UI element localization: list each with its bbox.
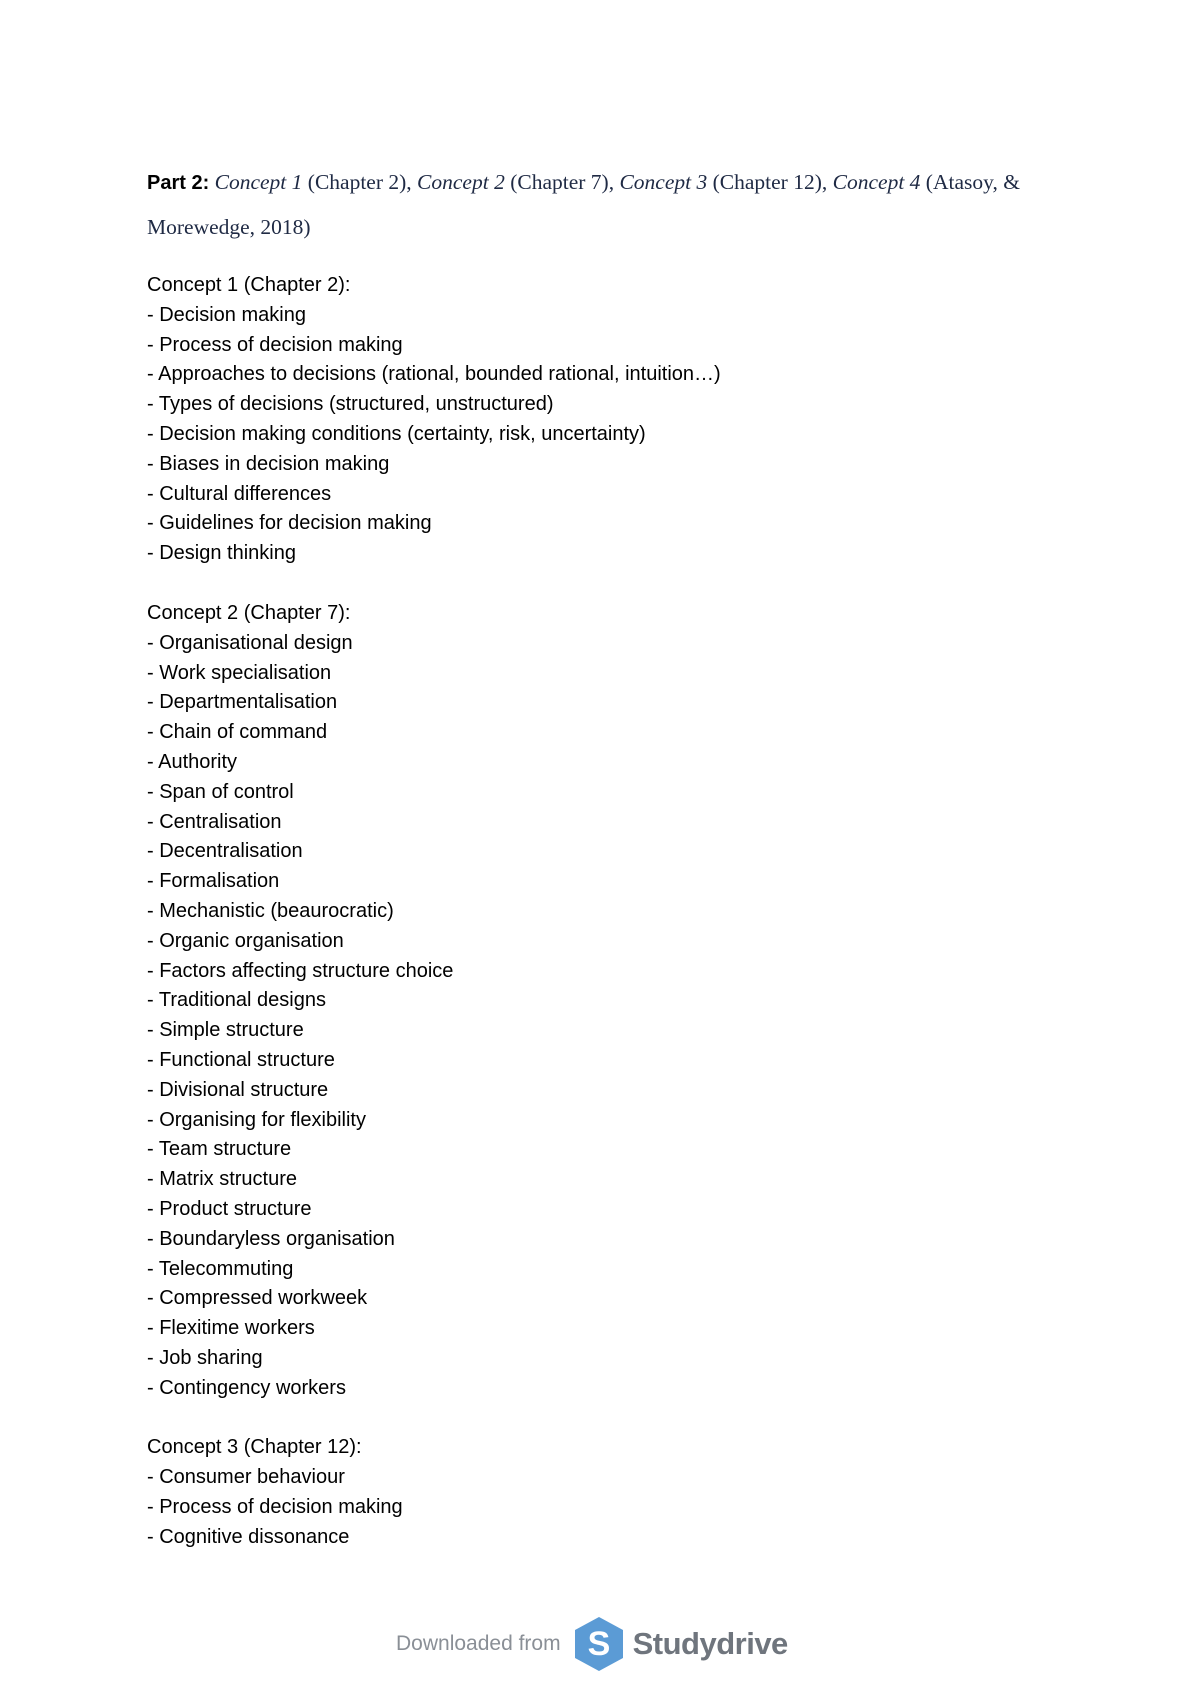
list-item: - Process of decision making — [147, 333, 403, 356]
list-item: - Process of decision making — [147, 1496, 403, 1519]
list-item: - Biases in decision making — [147, 452, 390, 475]
list-item: - Chain of command — [147, 721, 328, 744]
list-item: - Flexitime workers — [147, 1317, 315, 1340]
list-item: - Types of decisions (structured, unstructured) — [147, 393, 554, 416]
list-item: - Team structure — [147, 1138, 292, 1161]
concept-block — [147, 271, 1047, 569]
concept-items — [147, 1463, 1047, 1552]
list-item: - Departmentalisation — [147, 691, 338, 714]
list-item: - Guidelines for decision making — [147, 512, 432, 535]
download-footer[interactable] — [396, 1614, 788, 1674]
list-item: - Cultural differences — [147, 482, 332, 505]
list-item: - Compressed workweek — [147, 1287, 368, 1310]
concept-4-ref: (Atasoy, & Morewedge, 2018) — [147, 170, 1020, 239]
concept-2-link: Concept 2 — [417, 170, 505, 194]
list-item: - Formalisation — [147, 870, 280, 893]
list-item: - Decentralisation — [147, 840, 303, 863]
concept-block — [147, 1433, 1047, 1552]
concept-items — [147, 301, 1047, 569]
list-item: - Consumer behaviour — [147, 1466, 345, 1489]
list-item: - Decision making conditions (certainty, risk, uncertainty) — [147, 422, 646, 445]
concept-title: Concept 1 (Chapter 2): — [147, 274, 351, 296]
list-item: - Telecommuting — [147, 1257, 294, 1280]
list-item: - Divisional structure — [147, 1078, 329, 1101]
part-heading — [147, 160, 1027, 249]
list-item: - Organising for flexibility — [147, 1108, 366, 1131]
concept-items — [147, 629, 1047, 1404]
list-item: - Traditional designs — [147, 989, 326, 1012]
part-label: Part 2: — [147, 172, 210, 194]
list-item: - Matrix structure — [147, 1168, 298, 1191]
concept-3-link: Concept 3 — [619, 170, 708, 194]
concept-3-ref: (Chapter 12), — [707, 170, 833, 194]
concept-list — [147, 271, 1047, 1583]
list-item: - Design thinking — [147, 542, 296, 565]
studydrive-logo-icon — [573, 1616, 625, 1672]
concept-1-link: Concept 1 — [214, 170, 303, 194]
list-item: - Mechanistic (beaurocratic) — [147, 899, 394, 922]
list-item: - Job sharing — [147, 1346, 263, 1369]
concept-title: Concept 3 (Chapter 12): — [147, 1436, 362, 1459]
list-item: - Functional structure — [147, 1048, 335, 1071]
concept-block — [147, 599, 1047, 1404]
list-item: - Contingency workers — [147, 1376, 346, 1399]
list-item: - Product structure — [147, 1197, 312, 1220]
list-item: - Span of control — [147, 780, 294, 803]
concept-4-link: Concept 4 — [832, 170, 921, 194]
list-item: - Authority — [147, 750, 238, 773]
list-item: - Factors affecting structure choice — [147, 959, 454, 982]
concept-2-ref: (Chapter 7), — [504, 170, 620, 194]
list-item: - Cognitive dissonance — [147, 1525, 350, 1548]
list-item: - Organisational design — [147, 631, 353, 654]
concept-1-ref: (Chapter 2), — [302, 170, 418, 194]
list-item: - Simple structure — [147, 1019, 304, 1042]
list-item: - Decision making — [147, 303, 306, 326]
studydrive-brand: Studydrive — [632, 1626, 788, 1661]
list-item: - Boundaryless organisation — [147, 1227, 395, 1250]
concept-title: Concept 2 (Chapter 7): — [147, 601, 351, 624]
list-item: - Centralisation — [147, 810, 282, 833]
list-item: - Approaches to decisions (rational, bounded rational, intuition…) — [147, 363, 721, 386]
list-item: - Organic organisation — [147, 929, 344, 952]
svg-text:S: S — [587, 1625, 610, 1663]
downloaded-from-text: Downloaded from — [396, 1632, 561, 1655]
list-item: - Work specialisation — [147, 661, 332, 684]
